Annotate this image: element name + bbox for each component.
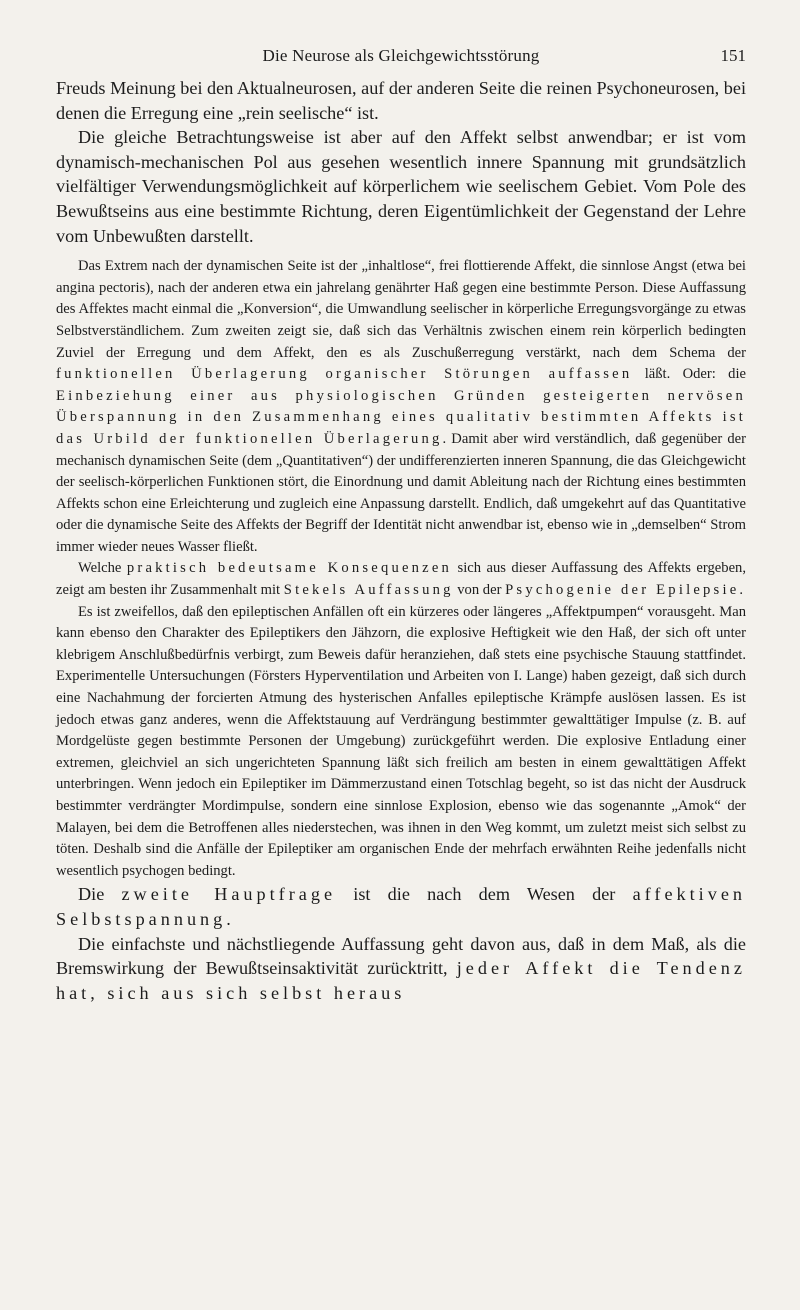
spaced-emphasis: Stekels Auffassung xyxy=(283,582,454,599)
text-run: ist die nach dem Wesen der xyxy=(336,884,633,905)
paragraph-2: Die gleiche Betrachtungsweise ist aber auf den Affekt selbst anwendbar; er ist vom dynamisch-mechanischen Pol aus gesehen wesentlich innere Spannung mit grundsätzlich vielfältiger Verwendungsmöglichkeit auf körperlichem wie seelischem Gebiet. Vom Pole des Bewußtseins aus eine bestimmte Richtung, deren Eigentümlichkeit der Gegenstand der Lehre vom Unbewußten darstellt. xyxy=(56,127,746,246)
text-run: Die xyxy=(78,884,122,905)
text-run: . Damit aber wird verständlich, daß gegenüber der mechanisch dynamischen Seite (dem „Quantitativen“) der undifferenzierten inneren Spannung, die das Gleichgewicht der seelisch-körperlichen Funktionen stört, die Einordnung und damit Ableitung nach der Richtung eines bestimmten Affekts schon eine Erleichterung und zugleich eine Anpassung darstellt. Endlich, daß umgekehrt auf das Quantitative oder die dynamische Seite des Affekts der Begriff der Identität nicht anwendbar ist, ebenso wie in „demselben“ Strom immer wieder neues Wasser fließt. xyxy=(56,430,746,555)
paragraph-1: Freuds Meinung bei den Aktualneurosen, auf der anderen Seite die reinen Psychoneurosen, bei denen die Erregung eine „rein seelische“ ist. xyxy=(56,78,746,123)
running-head xyxy=(56,46,746,76)
spaced-emphasis: jeder Affekt die Tendenz hat, sich aus sich selbst heraus xyxy=(56,958,746,1003)
text-run: von der xyxy=(453,582,506,599)
text-run: Welche xyxy=(78,560,127,577)
spaced-emphasis: funktionellen Überlagerung organischer Störungen auffassen xyxy=(56,366,633,383)
paragraph-4 xyxy=(56,558,746,601)
paragraph-3 xyxy=(56,256,746,558)
running-title: Die Neurose als Gleichgewichtsstörung xyxy=(262,46,540,65)
text-run: Das Extrem nach der dynamischen Seite ist der „inhaltlose“, frei flottierende Affekt, die sinnlose Angst (etwa bei angina pectoris), nach der anderen etwa ein jahrelang genährter Haß gegen eine bestimmte Person. Diese Auffassung des Affektes macht einmal die „Konversion“, die Umwandlung seelischer in körperliche Erregungsvorgänge zu etwas Selbstverständlichem. Zum zweiten zeigt sie, daß sich das Verhältnis zwischen einem rein körperlich bedingten Zuviel der Erregung und dem Affekt, den es als Zuschußerregung verstärkt, nach dem Schema der xyxy=(56,258,746,361)
paragraph-7 xyxy=(56,932,746,1006)
spaced-emphasis: affektiven Selbstspannung xyxy=(56,884,747,929)
text-run: sich aus dieser Auffassung des Affekts ergeben, zeigt am besten ihr Zusammenhalt mit xyxy=(56,560,746,599)
paragraph-5: Es ist zweifellos, daß den epileptischen Anfällen oft ein kürzeres oder längeres „Affektpumpen“ vorausgeht. Man kann ebenso den Charakter des Epileptikers den Jähzorn, die explosive Heftigkeit wie den Haß, der sich oft unter klebrigem Anschlußbedürfnis verbirgt, zum Beweis dafür heranziehen, daß stets eine psychische Stauung stattfindet. Experimentelle Untersuchungen (Försters Hyperventilation und Arbeiten von I. Lange) haben gezeigt, daß sich durch eine Nachahmung der forcierten Atmung des hysterischen Anfalles epileptische Krämpfe auslösen lassen. Es ist jedoch etwas ganz anderes, wenn die Affektstauung auf Verdrängung bestimmter gewalttätiger Impulse (z. B. auf Mordgelüste gegen bestimmte Personen der Umgebung) zurückgeführt werden. Die explosive Entladung einer extremen, gleichviel an sich ungerichteten Spannung läßt sich freilich am besten in einem gewalttätigen Affekt unterbringen. Wenn jedoch ein Epileptiker im Dämmerzustand einen Totschlag begeht, so ist das nicht der Ausdruck bestimmter verdrängter Mordimpulse, sondern eine sinnlose Explosion, ebenso wie das sogenannte „Amok“ der Malayen, bei dem die Betroffenen alles niederstechen, was ihnen in den Weg kommt, um zuletzt meist sich selbst zu töten. Deshalb sind die Anfälle der Epileptiker am organischen Ende der mehrfach erwähnten Reihe jedenfalls nicht wesentlich psychogen bedingt. xyxy=(56,603,746,879)
spaced-emphasis: zweite Hauptfrage xyxy=(121,884,337,905)
text-run: Die einfachste und nächstliegende Auffassung geht davon aus, daß in dem Maß, als die Bremswirkung der Bewußtseinsaktivität zurücktritt, xyxy=(56,933,746,979)
spaced-emphasis: Psychogenie der Epilepsie xyxy=(505,582,740,599)
spaced-emphasis: praktisch bedeutsame Konsequenzen xyxy=(126,560,453,577)
text-run: läßt. Oder: die xyxy=(632,366,746,383)
paragraph-6 xyxy=(56,882,746,931)
text-run: . xyxy=(739,582,744,599)
text-run: . xyxy=(226,908,231,929)
page-number: 151 xyxy=(720,46,746,65)
spaced-emphasis: Einbeziehung einer aus physiologischen Gründen gesteigerten nervösen Überspannung in den Zusammenhang eines qualitativ bestimmten Affekts ist das Urbild der funktionellen Überlagerung xyxy=(56,387,746,447)
